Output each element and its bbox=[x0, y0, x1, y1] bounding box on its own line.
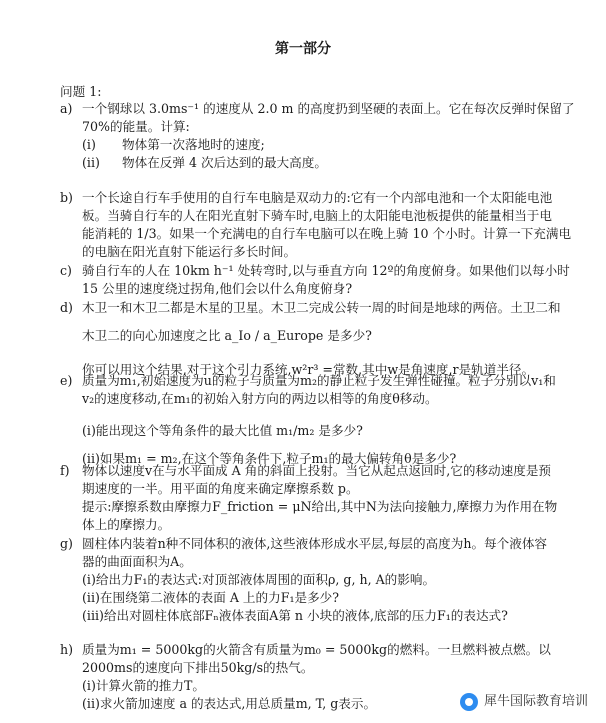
text-line: (ii)求火箭加速度 a 的表达式,用总质量m, T, g表示。 bbox=[82, 696, 377, 711]
question-item-b bbox=[60, 189, 600, 261]
page-title: 第一部分 bbox=[275, 41, 331, 57]
sub-roman: (i) bbox=[82, 137, 96, 152]
question-heading: 问题 1: bbox=[60, 84, 102, 99]
question-item-f bbox=[60, 462, 600, 534]
text-line: 板。当骑自行车的人在阳光直射下骑车时,电脑上的太阳能电池板提供的能量相当于电 bbox=[82, 208, 552, 223]
sub-item bbox=[82, 154, 600, 172]
text-line: 木卫二的向心加速度之比 a_Io / a_Europe 是多少? bbox=[82, 328, 372, 343]
text-line: 骑自行车的人在 10km h⁻¹ 处转弯时,以与垂直方向 12º的角度俯身。如果他们以每小时 bbox=[82, 263, 570, 278]
question-item-e bbox=[60, 372, 600, 468]
sub-text: 物体在反弹 4 次后达到的最大高度。 bbox=[122, 155, 327, 170]
item-label: d) bbox=[60, 300, 73, 315]
item-label: f) bbox=[60, 463, 70, 478]
text-line: (i)给出力F₁的表达式:对顶部液体周围的面积ρ, g, h, A的影响。 bbox=[82, 572, 436, 587]
text-line: v₂的速度移动,在m₁的初始入射方向的两边以相等的角度θ移动。 bbox=[82, 391, 438, 406]
text-line: 能消耗的 1/3。如果一个充满电的自行车电脑可以在晚上骑 10 个小时。计算一下充满电 bbox=[82, 226, 572, 241]
text-line: (ii)在围绕第二液体的表面 A 上的力F₁是多少? bbox=[82, 590, 340, 605]
text-line: 圆柱体内装着n种不同体积的液体,这些液体形成水平层,每层的高度为h。每个液体容 bbox=[82, 536, 548, 551]
text-line: 器的曲面面积为A。 bbox=[82, 554, 192, 569]
watermark-text: 犀牛国际教育培训 bbox=[483, 694, 588, 709]
question-item-c bbox=[60, 262, 600, 298]
text-line: 2000ms的速度向下排出50kg/s的热气。 bbox=[82, 660, 314, 675]
wechat-icon bbox=[460, 693, 478, 711]
text-line: 一个长途自行车手使用的自行车电脑是双动力的:它有一个内部电池和一个太阳能电池 bbox=[82, 190, 553, 205]
question-item-d bbox=[60, 299, 600, 379]
item-label: a) bbox=[60, 101, 73, 116]
item-label: e) bbox=[60, 373, 73, 388]
sub-roman: (ii) bbox=[82, 155, 100, 170]
item-label: b) bbox=[60, 190, 73, 205]
text-line: 体上的摩擦力。 bbox=[82, 517, 171, 532]
text-line: (iii)给出对圆柱体底部Fₙ液体表面A第 n 小块的液体,底部的压力F₁的表达式? bbox=[82, 608, 508, 623]
text-line: 的电脑在阳光直射下能运行多长时间。 bbox=[82, 244, 297, 259]
sub-text: 物体第一次落地时的速度; bbox=[122, 137, 265, 152]
question-item-g bbox=[60, 535, 600, 625]
text-line: 你可以用这个结果,对于这个引力系统,w²r³ =常数,其中w是角速度,r是轨道半径。 bbox=[82, 362, 535, 377]
text-line: 质量为m₁ = 5000kg的火箭含有质量为m₀ = 5000kg的燃料。一旦燃料被点燃。以 bbox=[82, 642, 551, 657]
text-line: (ii)如果m₁ = m₂,在这个等角条件下,粒子m₁的最大偏转角θ是多少? bbox=[82, 451, 457, 466]
text-line: 提示:摩擦系数由摩擦力F_friction = μN给出,其中N为法向接触力,摩擦力为作用在物 bbox=[82, 499, 558, 514]
item-label: g) bbox=[60, 536, 73, 551]
text-line: (i)计算火箭的推力T。 bbox=[82, 678, 206, 693]
text-line: 期速度的一半。用平面的角度来确定摩擦系数 p。 bbox=[82, 481, 359, 496]
item-label: c) bbox=[60, 263, 72, 278]
text-line: 木卫一和木卫二都是木星的卫星。木卫二完成公转一周的时间是地球的两倍。土卫二和 bbox=[82, 300, 561, 315]
text-line: 15 公里的速度绕过拐角,他们会以什么角度俯身? bbox=[82, 281, 353, 296]
item-label: h) bbox=[60, 642, 74, 657]
text-line: 一个钢球以 3.0ms⁻¹ 的速度从 2.0 m 的高度扔到坚硬的表面上。它在每次反弹时保留了 bbox=[82, 101, 575, 116]
watermark bbox=[460, 693, 588, 711]
text-line: 质量为m₁,初始速度为u的粒子与质量为m₂的静止粒子发生弹性碰撞。粒子分别以v₁和 bbox=[82, 373, 556, 388]
text-line: 70%的能量。计算: bbox=[82, 119, 190, 134]
sub-item bbox=[82, 136, 600, 154]
text-line: (i)能出现这个等角条件的最大比值 m₁/m₂ 是多少? bbox=[82, 423, 363, 438]
question-item-a bbox=[60, 100, 600, 172]
text-line: 物体以速度v在与水平面成 A 角的斜面上投射。当它从起点返回时,它的移动速度是预 bbox=[82, 463, 552, 478]
